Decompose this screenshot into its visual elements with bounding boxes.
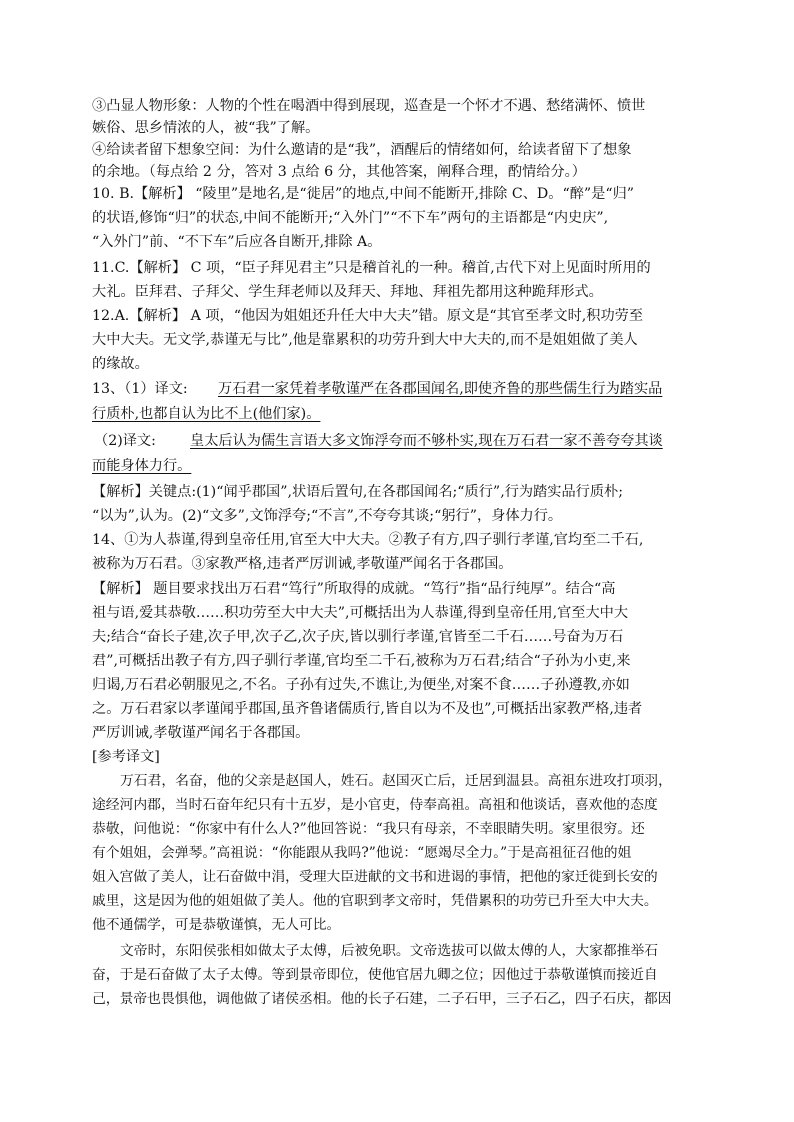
answer-13-analysis-line-2: “以为”,认为。(2)“文多”,文饰浮夸;“不言”,不夸夸其谈;“躬行”，身体力行。 [92, 508, 563, 524]
answer-14-analysis-line-2: 祖与语,爱其恭敬……积功劳至大中大夫”,可概括出为人恭谨,得到皇帝任用,官至大中大 [92, 605, 629, 621]
answer-14-line-1: 14、①为人恭谨,得到皇帝任用,官至大中大夫。②教子有方,四子驯行孝谨,官均至二千石, [92, 532, 644, 548]
answer-13-translation-2-line-2: 而能身体力行。 [92, 458, 192, 474]
translation-para-1-line-3: 恭敬，问他说：“你家中有什么人?”他回答说：“我只有母亲，不幸眼睛失明。家里很穷。还 [92, 821, 645, 837]
answer-13-translation-1-line-2: 行质朴,也都自认为比不上(他们家)。 [92, 406, 321, 422]
answer-12-line-1: 12.A.【解析】 A 项，“他因为姐姐还升任大中大夫”错。原文是“其官至孝文时,积功劳至 [92, 308, 644, 324]
answer-14-analysis-line-6: 之。万石君家以孝谨闻乎郡国,虽齐鲁诸儒质行,皆自以为不及也”,可概括出家教严格,违者 [92, 701, 643, 717]
translation-para-1-line-6: 戚里，这是因为他的姐姐做了美人。他的官职到孝文帝时，凭借累积的功劳已升至大中大夫。 [92, 893, 658, 909]
answer-9-point-3-line-2: 嫉俗、思乡情浓的人，被“我”了解。 [92, 120, 320, 136]
answer-9-point-4-line-2: 的余地。（每点给 2 分，答对 3 点给 6 分，其他答案，阐释合理，酌情给分。） [92, 164, 586, 180]
answer-10-line-3: “入外门”前、“不下车”后应各自断开,排除 A。 [92, 234, 382, 250]
answer-13-translation-2-line-1: 皇太后认为儒生言语大多文饰浮夸而不够朴实,现在万石君一家不善夸夸其谈 [190, 433, 663, 449]
answer-13-translation-1-line-1: 万石君一家凭着孝敬谨严在各郡国闻名,即使齐鲁的那些儒生行为踏实品 [218, 381, 663, 397]
answer-13-analysis-line-1: 【解析】关键点:(1)“闻乎郡国”,状语后置句,在各郡国闻名;“质行”,行为踏实品行质朴; [92, 484, 623, 500]
reference-translation-heading: [参考译文] [92, 749, 160, 765]
translation-para-1-line-5: 姐入宫做了美人，让石奋做中涓，受理大臣进献的文书和进谒的事情，把他的家迁徙到长安的 [92, 869, 658, 885]
translation-para-1-line-7: 他不通儒学，可是恭敬谨慎，无人可比。 [92, 917, 341, 933]
answer-13-label-1: 13、（1）译文: [92, 381, 188, 397]
answer-14-line-2: 被称为万石君。③家教严格,违者严厉训诫,孝敬谨严闻名于各郡国。 [92, 556, 513, 572]
answer-14-analysis-line-3: 夫;结合“奋长子建,次子甲,次子乙,次子庆,皆以驯行孝谨,官皆至二千石……号奋为万石 [92, 629, 624, 645]
answer-13-label-2: （2)译文: [94, 433, 156, 449]
answer-14-analysis-line-4: 君”,可概括出教子有方,四子驯行孝谨,官均至二千石,被称为万石君;结合“子孙为小吏,来 [92, 653, 631, 669]
answer-9-point-4-line-1: ④给读者留下想象空间：为什么邀请的是“我”，酒醒后的情绪如何，给读者留下了想象 [92, 142, 632, 158]
translation-para-2-line-3: 己，景帝也畏惧他，调他做了诸侯丞相。他的长子石建，二子石甲，三子石乙，四子石庆，都因 [92, 991, 672, 1007]
translation-para-2-line-1: 文帝时，东阳侯张相如做太子太傅，后被免职。文帝选拔可以做太傅的人，大家都推举石 [120, 943, 659, 959]
answer-14-analysis-line-5: 归谒,万石君必朝服见之,不名。子孙有过失,不谯让,为便坐,对案不食……子孙遵教,亦如 [92, 677, 630, 693]
answer-12-line-3: 的缘故。 [92, 356, 149, 372]
answer-10-line-2: 的状语,修饰“归”的状态,中间不能断开;“入外门”“不下车”两句的主语都是“内史庆”, [92, 210, 609, 226]
translation-para-1-line-2: 途经河内郡，当时石奋年纪只有十五岁，是小官吏，侍奉高祖。高祖和他谈话，喜欢他的态度 [92, 797, 658, 813]
answer-9-point-3-line-1: ③凸显人物形象：人物的个性在喝酒中得到展现，巡查是一个怀才不遇、愁绪满怀、愤世 [92, 98, 646, 114]
translation-para-2-line-2: 奋，于是石奋做了太子太傅。等到景帝即位，使他官居九卿之位；因他过于恭敬谨慎而接近自 [92, 967, 658, 983]
answer-11-line-2: 大礼。臣拜君、子拜父、学生拜老师以及拜天、拜地、拜祖先都用这种跪拜形式。 [92, 284, 603, 300]
answer-12-line-2: 大中大夫。无文学,恭谨无与比”,他是靠累积的功劳升到大中大夫的,而不是姐姐做了美人 [92, 332, 638, 348]
answer-11-line-1: 11.C.【解析】 C 项，“臣子拜见君主”只是稽首礼的一种。稽首,古代下对上见面时所用的 [92, 260, 651, 276]
answer-10-line-1: 10. B.【解析】 “陵里”是地名,是“徙居”的地点,中间不能断开,排除 C、D。“醉”是“归” [92, 186, 635, 202]
answer-14-analysis-line-1: 【解析】 题目要求找出万石君“笃行”所取得的成就。“笃行”指“品行纯厚”。结合“高 [92, 581, 616, 597]
answer-14-analysis-line-7: 严厉训诫,孝敬谨严闻名于各郡国。 [92, 725, 310, 741]
translation-para-1-line-1: 万石君，名奋，他的父亲是赵国人，姓石。赵国灭亡后，迁居到温县。高祖东进攻打项羽， [120, 773, 672, 789]
translation-para-1-line-4: 有个姐姐，会弹琴。”高祖说：“你能跟从我吗?”他说：“愿竭尽全力。”于是高祖征召他的姐 [92, 845, 632, 861]
